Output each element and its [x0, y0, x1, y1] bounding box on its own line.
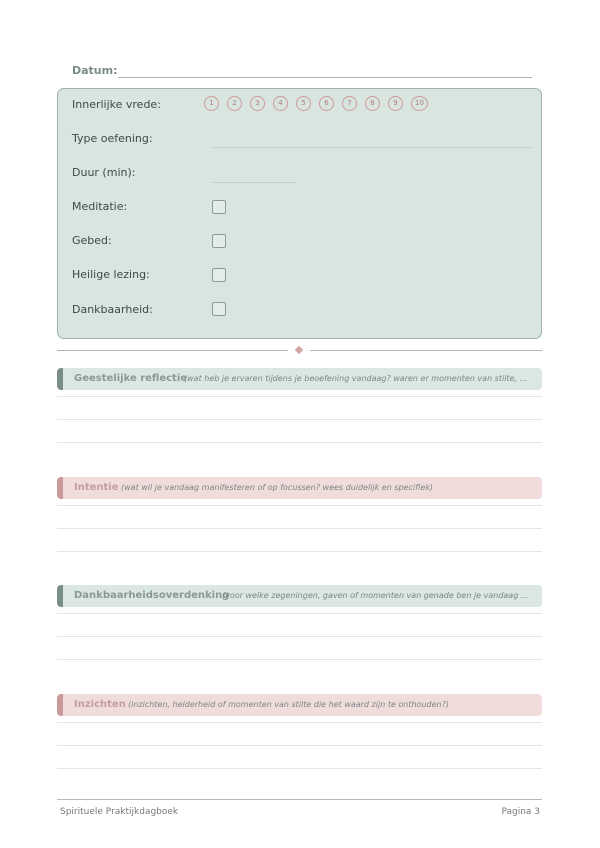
section-hint: (inzichten, helderheid of momenten van stilte die het waard zijn te onthouden?)	[128, 700, 449, 709]
writing-line[interactable]	[57, 396, 542, 397]
section-title: Inzichten	[74, 699, 126, 710]
writing-line[interactable]	[57, 659, 542, 660]
sacred-reading-label: Heilige lezing:	[72, 268, 150, 281]
scale-option-4[interactable]: 4	[273, 96, 288, 111]
gratitude-checkbox[interactable]	[212, 302, 226, 316]
practice-type-input[interactable]	[212, 147, 532, 148]
section-title: Geestelijke reflectie	[74, 373, 188, 384]
section-accent-bar	[57, 694, 63, 716]
footer-divider	[57, 799, 542, 800]
writing-line[interactable]	[57, 551, 542, 552]
section-accent-bar	[57, 585, 63, 607]
section-title: Intentie	[74, 482, 119, 493]
prayer-checkbox[interactable]	[212, 234, 226, 248]
prayer-label: Gebed:	[72, 234, 112, 247]
scale-option-1[interactable]: 1	[204, 96, 219, 111]
writing-line[interactable]	[57, 505, 542, 506]
section-accent-bar	[57, 368, 63, 390]
section-spiritual-reflection	[57, 368, 542, 390]
writing-line[interactable]	[57, 722, 542, 723]
writing-line[interactable]	[57, 528, 542, 529]
diamond-ornament-icon	[295, 346, 303, 354]
scale-option-2[interactable]: 2	[227, 96, 242, 111]
date-row	[72, 62, 532, 80]
practice-panel	[57, 88, 542, 339]
scale-option-10[interactable]: 10	[411, 96, 428, 111]
scale-option-9[interactable]: 9	[388, 96, 403, 111]
scale-option-7[interactable]: 7	[342, 96, 357, 111]
duration-input[interactable]	[212, 182, 296, 183]
duration-label: Duur (min):	[72, 166, 136, 179]
practice-type-label: Type oefening:	[72, 132, 153, 145]
section-intention	[57, 477, 542, 499]
section-hint: (wat wil je vandaag manifesteren of op focussen? wees duidelijk en specifiek)	[121, 483, 433, 492]
scale-option-6[interactable]: 6	[319, 96, 334, 111]
meditation-checkbox[interactable]	[212, 200, 226, 214]
section-hint: (wat heb je ervaren tijdens je beoefening vandaag? waren er momenten van stilte, ...	[184, 374, 528, 383]
section-accent-bar	[57, 477, 63, 499]
scale-option-3[interactable]: 3	[250, 96, 265, 111]
scale-option-8[interactable]: 8	[365, 96, 380, 111]
writing-line[interactable]	[57, 613, 542, 614]
section-gratitude-reflection	[57, 585, 542, 607]
writing-line[interactable]	[57, 442, 542, 443]
writing-line[interactable]	[57, 745, 542, 746]
writing-line[interactable]	[57, 636, 542, 637]
writing-line[interactable]	[57, 419, 542, 420]
sacred-reading-checkbox[interactable]	[212, 268, 226, 282]
footer-title: Spirituele Praktijkdagboek	[60, 807, 179, 817]
gratitude-label: Dankbaarheid:	[72, 303, 153, 316]
section-hint: (voor welke zegeningen, gaven of momenten van genade ben je vandaag ...	[222, 591, 529, 600]
page-number: Pagina 3	[501, 807, 540, 817]
inner-peace-label: Innerlijke vrede:	[72, 98, 161, 111]
date-input-line[interactable]	[118, 77, 532, 78]
section-insights	[57, 694, 542, 716]
scale-option-5[interactable]: 5	[296, 96, 311, 111]
date-label: Datum:	[72, 64, 118, 77]
meditation-label: Meditatie:	[72, 200, 128, 213]
divider-left	[57, 350, 288, 351]
section-title: Dankbaarheidsoverdenking	[74, 590, 230, 601]
divider-right	[310, 350, 542, 351]
writing-line[interactable]	[57, 768, 542, 769]
